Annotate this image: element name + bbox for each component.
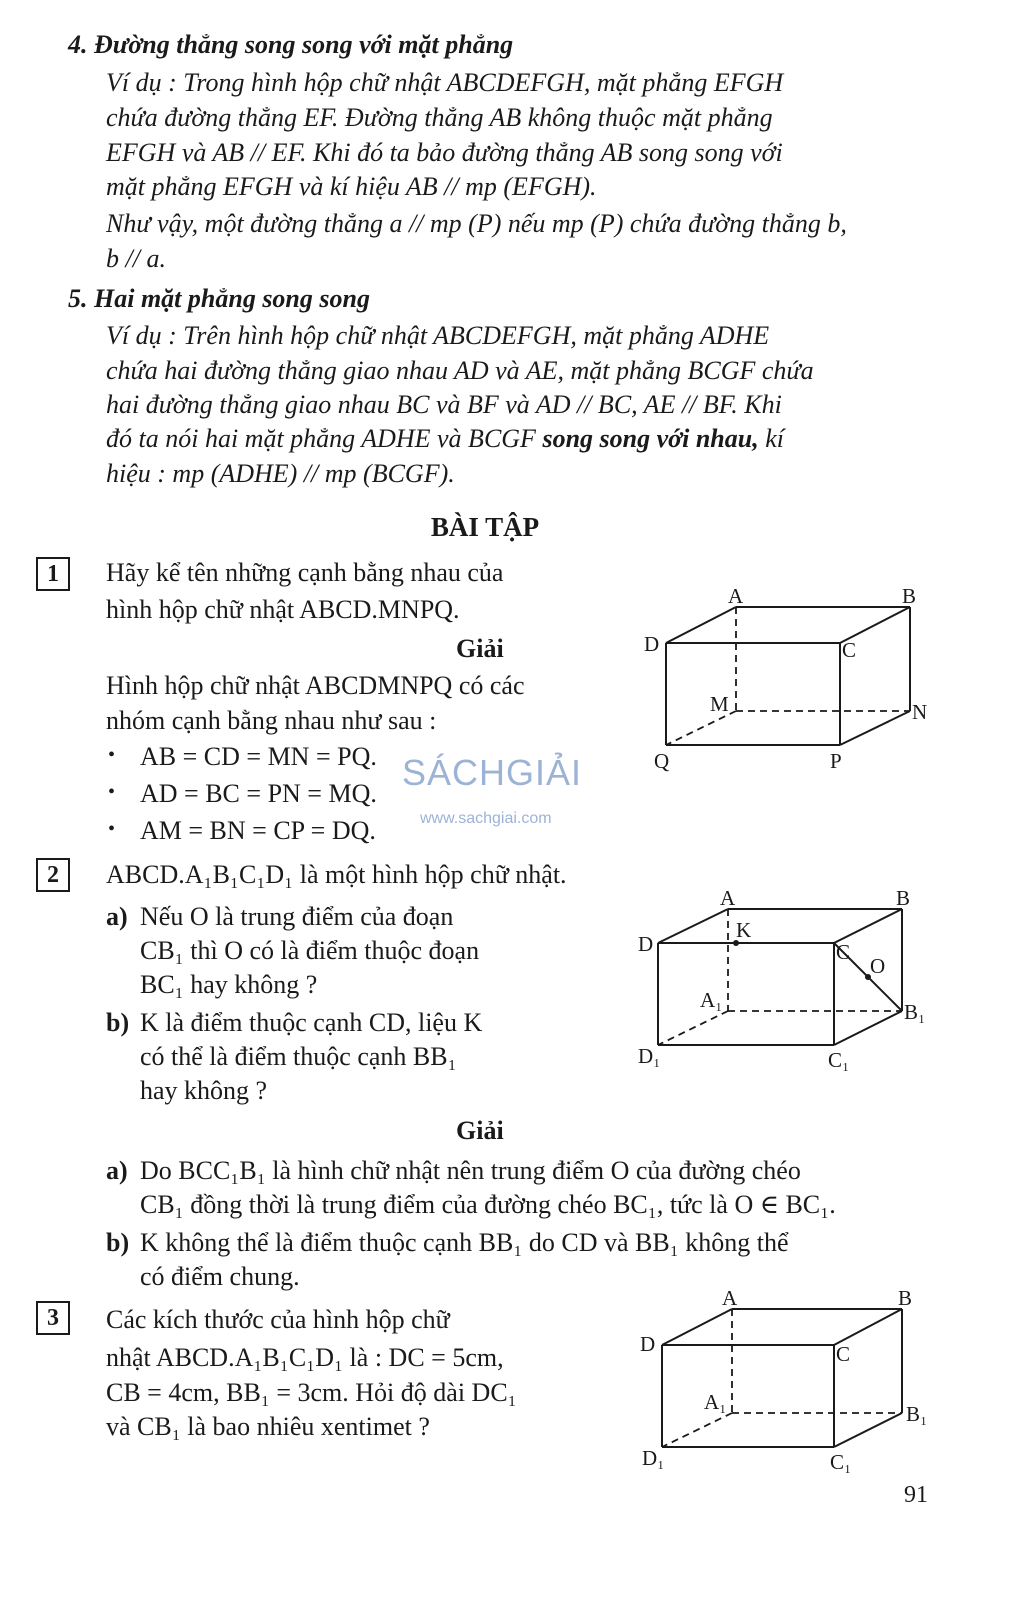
section-5-line-1: Ví dụ : Trên hình hộp chữ nhật ABCDEFGH, mặt phẳng ADHE (106, 321, 770, 350)
exercise-1-bullet-3: AM = BN = CP = DQ. (140, 816, 376, 845)
exercise-1-solution-label: Giải (456, 634, 504, 663)
exercise-3-line-1: Các kích thước của hình hộp chữ (106, 1305, 450, 1334)
exercise-2-sol-a-line-1: Do BCC₁B₁ là hình chữ nhật nên trung điểm O của đường chéo (140, 1156, 801, 1185)
section-5-line-4-pre: đó ta nói hai mặt phẳng ADHE và BCGF (106, 424, 543, 453)
fig2-label-D: D (638, 932, 654, 956)
exercise-1-line-1: Hãy kể tên những cạnh bằng nhau của (106, 558, 504, 587)
fig3-label-D1: D₁ (642, 1446, 665, 1470)
exercise-1-line-2: hình hộp chữ nhật ABCD.MNPQ. (106, 595, 460, 624)
fig2-label-A: A (720, 886, 736, 910)
section-5-line-4 (106, 424, 784, 454)
section-5-line-5: hiệu : mp (ADHE) // mp (BCGF). (106, 459, 455, 488)
exercise-2-sol-b-line-1: K không thể là điểm thuộc cạnh BB₁ do CD và BB₁ không thể (140, 1228, 789, 1257)
fig3-label-C1: C₁ (830, 1450, 852, 1474)
section-5-title: 5. Hai mặt phẳng song song (68, 284, 370, 313)
exercise-2-solution-label: Giải (456, 1116, 504, 1145)
exercise-2-b-line-3: hay không ? (140, 1076, 268, 1105)
fig3-label-C: C (836, 1342, 851, 1366)
exercise-1-bullet-2: AD = BC = PN = MQ. (140, 779, 377, 808)
fig3-label-A: A (722, 1286, 738, 1310)
bullet-icon: • (108, 781, 116, 803)
fig2-label-B1: B₁ (904, 1000, 926, 1024)
fig3-label-A1: A₁ (704, 1390, 727, 1414)
exercise-2-a-line-2: CB₁ thì O có là điểm thuộc đoạn (140, 936, 480, 965)
exercise-1-solution-line-2: nhóm cạnh bằng nhau như sau : (106, 706, 437, 735)
fig2-label-A1: A₁ (700, 988, 723, 1012)
exercise-2-sol-a-line-2: CB₁ đồng thời là trung điểm của đường chéo BC₁, tức là O ∈ BC₁. (140, 1190, 836, 1219)
fig3-label-B1: B₁ (906, 1402, 928, 1426)
section-4-line-3: EFGH và AB // EF. Khi đó ta bảo đường thẳng AB song song với (106, 138, 783, 167)
bullet-icon: • (108, 818, 116, 840)
section-5-line-4-post: kí (758, 424, 784, 453)
fig1-label-C: C (842, 638, 857, 662)
section-4-title: 4. Đường thẳng song song với mặt phẳng (68, 30, 514, 59)
exercise-1-solution-line-1: Hình hộp chữ nhật ABCDMNPQ có các (106, 671, 525, 700)
exercise-2-sol-b-label: b) (106, 1228, 130, 1257)
fig2-label-D1: D₁ (638, 1044, 661, 1068)
figure-2-box (632, 885, 942, 1085)
exercise-2-a-line-3: BC₁ hay không ? (140, 970, 318, 999)
fig2-label-O: O (870, 954, 886, 978)
exercise-3-number: 3 (36, 1301, 70, 1335)
exercise-2-intro: ABCD.A₁B₁C₁D₁ là một hình hộp chữ nhật. (106, 860, 567, 889)
section-4-line-2: chứa đường thẳng EF. Đường thẳng AB không thuộc mặt phẳng (106, 103, 773, 132)
section-5-line-3: hai đường thẳng giao nhau BC và BF và AD // BC, AE // BF. Khi (106, 390, 782, 419)
fig2-label-K: K (736, 918, 752, 942)
fig2-label-B: B (896, 886, 911, 910)
fig3-label-B: B (898, 1286, 913, 1310)
figure-1-box (640, 585, 940, 785)
page-number: 91 (904, 1482, 928, 1508)
exercise-2-b-label: b) (106, 1008, 130, 1037)
fig1-label-B: B (902, 585, 917, 608)
exercise-1-bullet-1: AB = CD = MN = PQ. (140, 742, 377, 771)
exercise-1-number: 1 (36, 557, 70, 591)
exercise-2-a-label: a) (106, 902, 128, 931)
exercise-2-sol-b-line-2: có điểm chung. (140, 1262, 300, 1291)
fig2-label-C: C (836, 940, 851, 964)
bullet-icon: • (108, 744, 116, 766)
figure-3-box (636, 1285, 942, 1485)
section-4-line-6: b // a. (106, 244, 166, 273)
fig1-label-Q: Q (654, 749, 670, 773)
section-4-line-4: mặt phẳng EFGH và kí hiệu AB // mp (EFGH). (106, 172, 597, 201)
exercise-3-line-3: CB = 4cm, BB₁ = 3cm. Hỏi độ dài DC₁ (106, 1378, 517, 1407)
fig1-label-D: D (644, 632, 660, 656)
fig2-label-C1: C₁ (828, 1048, 850, 1072)
fig1-label-P: P (830, 749, 842, 773)
section-4-line-1: Ví dụ : Trong hình hộp chữ nhật ABCDEFGH, mặt phẳng EFGH (106, 68, 784, 97)
exercise-2-b-line-1: K là điểm thuộc cạnh CD, liệu K (140, 1008, 483, 1037)
fig1-label-N: N (912, 700, 928, 724)
exercise-2-b-line-2: có thể là điểm thuộc cạnh BB₁ (140, 1042, 457, 1071)
section-5-line-2: chứa hai đường thẳng giao nhau AD và AE, mặt phẳng BCGF chứa (106, 356, 814, 385)
exercise-2-sol-a-label: a) (106, 1156, 128, 1185)
exercises-heading: BÀI TẬP (430, 512, 540, 542)
watermark-brand: SÁCHGIẢI (402, 752, 583, 793)
watermark-url: www.sachgiai.com (420, 810, 552, 827)
fig1-label-A: A (728, 585, 744, 608)
section-4-line-5: Như vậy, một đường thẳng a // mp (P) nếu mp (P) chứa đường thẳng b, (106, 209, 847, 238)
section-5-emphasis: song song với nhau, (542, 424, 759, 453)
fig1-label-M: M (710, 692, 729, 716)
exercise-2-a-line-1: Nếu O là trung điểm của đoạn (140, 902, 454, 931)
fig3-label-D: D (640, 1332, 656, 1356)
exercise-3-line-2: nhật ABCD.A₁B₁C₁D₁ là : DC = 5cm, (106, 1343, 504, 1372)
exercise-3-line-4: và CB₁ là bao nhiêu xentimet ? (106, 1412, 430, 1441)
exercise-2-number: 2 (36, 858, 70, 892)
